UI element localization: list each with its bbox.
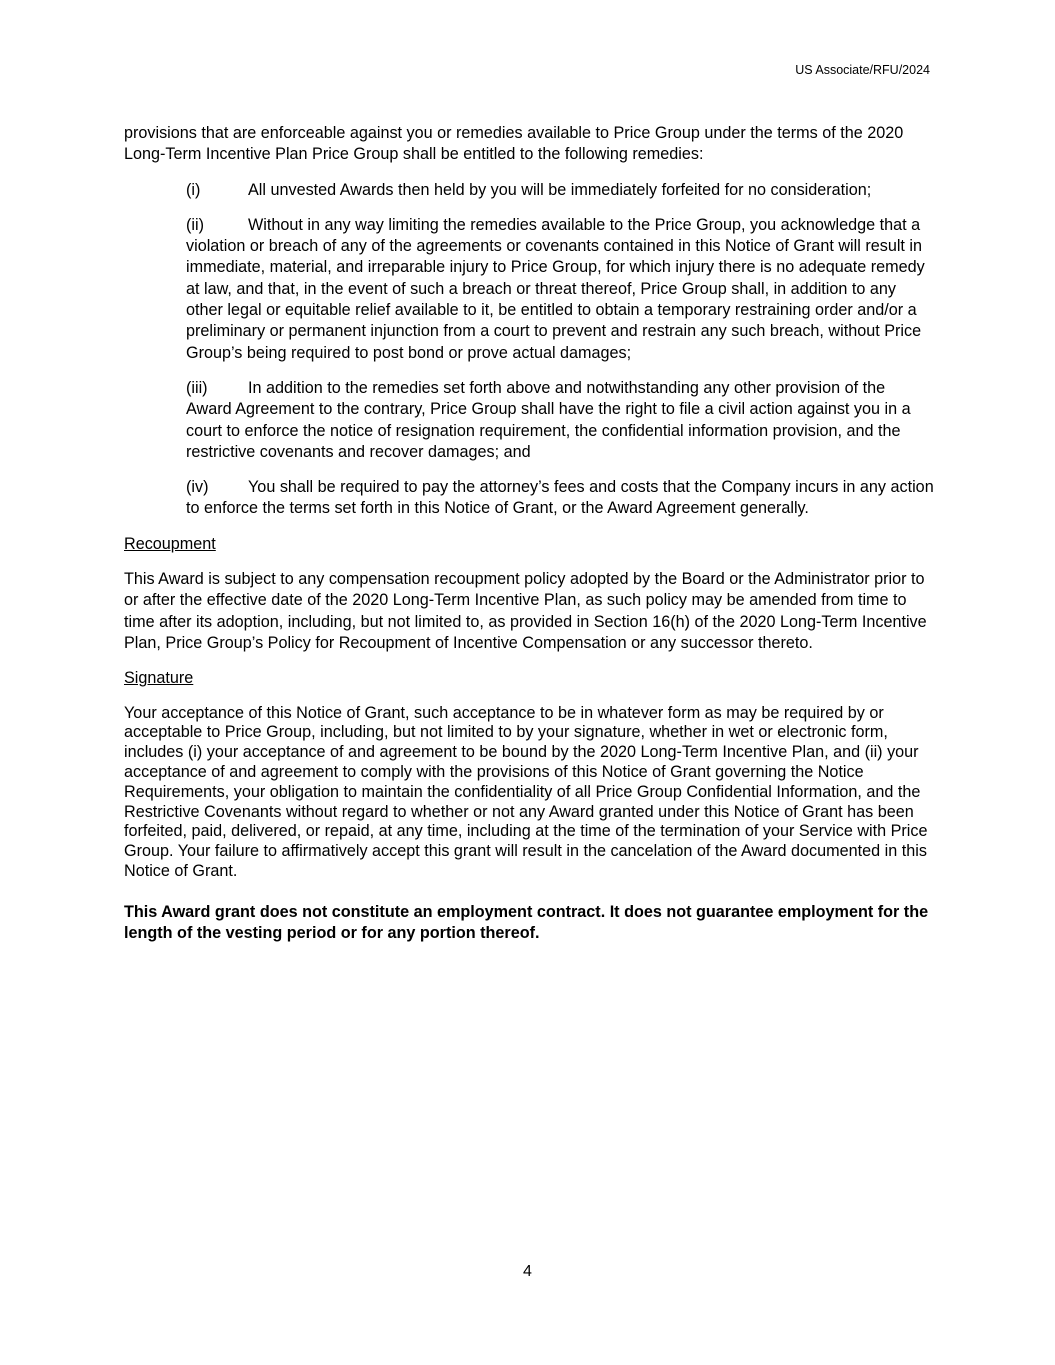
remedy-number: (ii) [186, 215, 204, 234]
intro-paragraph: provisions that are enforceable against you or remedies available to Price Group under the terms of the 2020 Long-Term Incentive Plan Price Group shall be entitled to the following remedies: [124, 124, 904, 164]
recoupment-heading: Recoupment [124, 534, 216, 553]
remedy-text: In addition to the remedies set forth above and notwithstanding any other provision of the Award Agreement to the contrary, Price Group shall have the right to file a civil action against you in a court to enforce the notice of resignation requirement, the confidential information provision, and the restrictive covenants and recover damages; and [186, 378, 911, 461]
remedy-text: All unvested Awards then held by you will be immediately forfeited for no consideration; [248, 180, 872, 199]
remedy-text: You shall be required to pay the attorney’s fees and costs that the Company incurs in any action to enforce the terms set forth in this Notice of Grant, or the Award Agreement generally. [186, 478, 934, 518]
document-body [124, 123, 934, 944]
remedy-number: (i) [186, 180, 201, 199]
remedy-text: Without in any way limiting the remedies available to the Price Group, you acknowledge that a violation or breach of any of the agreements or covenants contained in this Notice of Grant will result in immediate, material, and irreparable injury to Price Group, for which injury there is no adequate remedy at law, and that, in the event of such a breach or threat thereof, Price Group shall, in addition to any other legal or equitable relief available to it, be entitled to obtain a temporary restraining order and/or a preliminary or permanent injunction from a court to prevent and restrain any such breach, without Price Group’s being required to post bond or prove actual damages; [186, 215, 925, 362]
remedy-item [186, 180, 934, 201]
document-reference: US Associate/RFU/2024 [795, 63, 930, 77]
remedy-item [186, 477, 934, 520]
recoupment-paragraph: This Award is subject to any compensation recoupment policy adopted by the Board or the Administrator prior to or after the effective date of the 2020 Long-Term Incentive Plan, as such policy may be amended from time to time after its adoption, including, but not limited to, as provided in Section 16(h) of the 2020 Long-Term Incentive Plan, Price Group’s Policy for Recoupment of Incentive Compensation or any successor thereto. [124, 570, 927, 652]
signature-heading: Signature [124, 669, 194, 688]
remedy-number: (iii) [186, 378, 208, 397]
remedy-item [186, 215, 934, 364]
signature-paragraph: Your acceptance of this Notice of Grant, such acceptance to be in whatever form as may be required by or acceptable to Price Group, including, but not limited to by your signature, whether in wet or electronic form, includes (i) your acceptance of and agreement to be bound by the 2020 Long-Term Incentive Plan, and (ii) your acceptance of and agreement to comply with the provisions of this Notice of Grant governing the Notice Requirements, your obligation to maintain the confidentiality of all Price Group Confidential Information, and the Restrictive Covenants without regard to whether or not any Award granted under this Notice of Grant has been forfeited, paid, delivered, or repaid, at any time, including at the time of the termination of your Service with Price Group. Your failure to affirmatively accept this grant will result in the cancelation of the Award documented in this Notice of Grant. [124, 703, 928, 880]
remedies-list [124, 180, 934, 520]
page-number: 4 [523, 1263, 532, 1280]
remedy-number: (iv) [186, 478, 209, 497]
remedy-item [186, 378, 934, 463]
employment-disclaimer: This Award grant does not constitute an employment contract. It does not guarantee employment for the length of the vesting period or for any portion thereof. [124, 902, 929, 942]
